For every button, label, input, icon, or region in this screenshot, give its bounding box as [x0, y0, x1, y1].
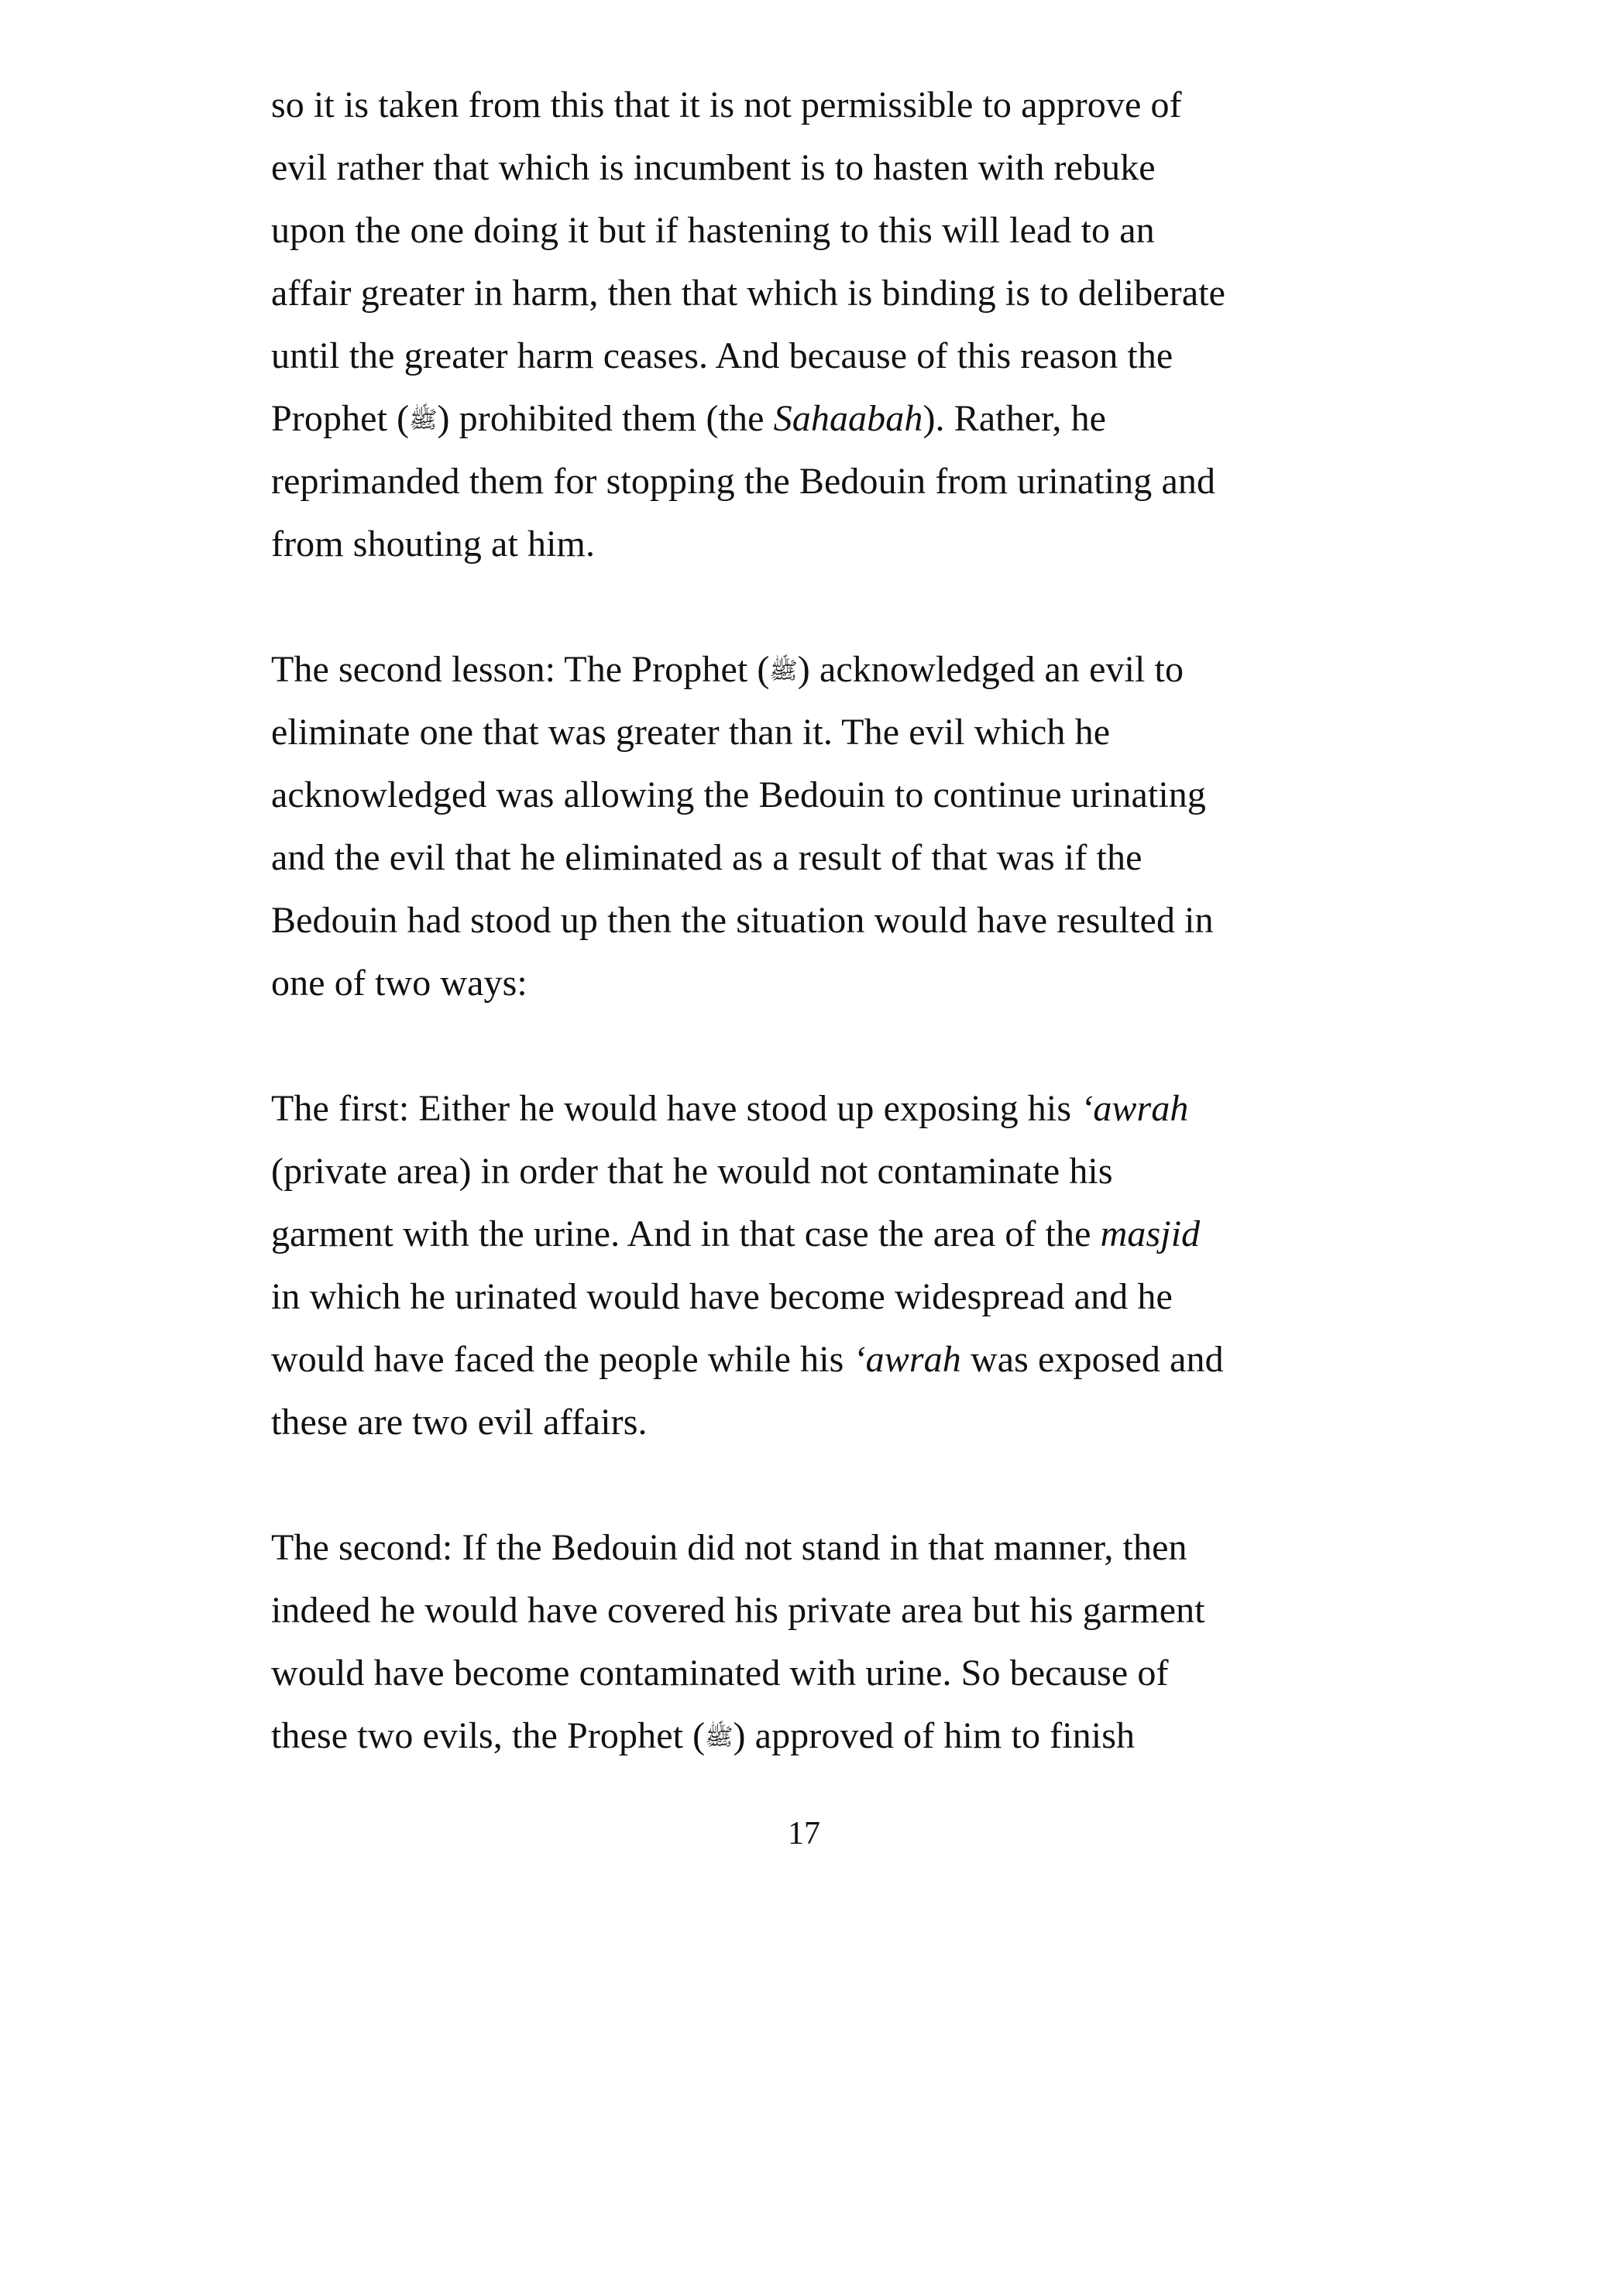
italic-term: Sahaabah — [773, 398, 923, 439]
paragraph-2 — [271, 638, 1386, 1014]
text-line: from shouting at him. — [271, 523, 596, 565]
text-line: these two evils, the Prophet (ﷺ) approved of him to finish — [271, 1715, 1136, 1756]
text-line: reprimanded them for stopping the Bedouin from urinating and — [271, 461, 1216, 502]
body-text — [271, 74, 1386, 1767]
salutation-symbol: ﷺ — [409, 407, 438, 433]
paragraph-4 — [271, 1516, 1386, 1767]
text-line: acknowledged was allowing the Bedouin to continue urinating — [271, 774, 1206, 815]
italic-term: ‘awrah — [853, 1339, 961, 1380]
text-line: The second: If the Bedouin did not stand in that manner, then — [271, 1527, 1187, 1568]
text-line: upon the one doing it but if hastening to this will lead to an — [271, 210, 1155, 251]
text-line: evil rather that which is incumbent is to hasten with rebuke — [271, 147, 1156, 188]
text-line: so it is taken from this that it is not permissible to approve of — [271, 84, 1182, 125]
text-line: until the greater harm ceases. And because of this reason the — [271, 335, 1173, 376]
text-line: eliminate one that was greater than it. The evil which he — [271, 712, 1111, 753]
text-line: would have faced the people while his ‘awrah was exposed and — [271, 1339, 1224, 1380]
text-line: in which he urinated would have become widespread and he — [271, 1276, 1173, 1317]
salutation-symbol: ﷺ — [705, 1725, 734, 1750]
page-number: 17 — [788, 1816, 820, 1852]
italic-term: ‘awrah — [1081, 1088, 1189, 1129]
text-line: The second lesson: The Prophet (ﷺ) acknowledged an evil to — [271, 649, 1184, 690]
text-line: (private area) in order that he would not contaminate his — [271, 1151, 1113, 1192]
text-line: these are two evil affairs. — [271, 1402, 648, 1443]
text-line: Bedouin had stood up then the situation would have resulted in — [271, 900, 1214, 941]
text-line: affair greater in harm, then that which is binding is to deliberate — [271, 273, 1226, 314]
text-line: Prophet (ﷺ) prohibited them (the Sahaabah). Rather, he — [271, 398, 1107, 439]
text-line: one of two ways: — [271, 963, 527, 1004]
paragraph-3 — [271, 1077, 1386, 1453]
salutation-symbol: ﷺ — [769, 658, 798, 684]
italic-term: masjid — [1100, 1213, 1201, 1254]
text-line: garment with the urine. And in that case the area of the masjid — [271, 1213, 1201, 1254]
text-line: and the evil that he eliminated as a result of that was if the — [271, 837, 1142, 878]
text-line: The first: Either he would have stood up exposing his ‘awrah — [271, 1088, 1189, 1129]
text-line: indeed he would have covered his private area but his garment — [271, 1590, 1205, 1631]
paragraph-1 — [271, 74, 1386, 575]
text-line: would have become contaminated with urine. So because of — [271, 1653, 1169, 1694]
